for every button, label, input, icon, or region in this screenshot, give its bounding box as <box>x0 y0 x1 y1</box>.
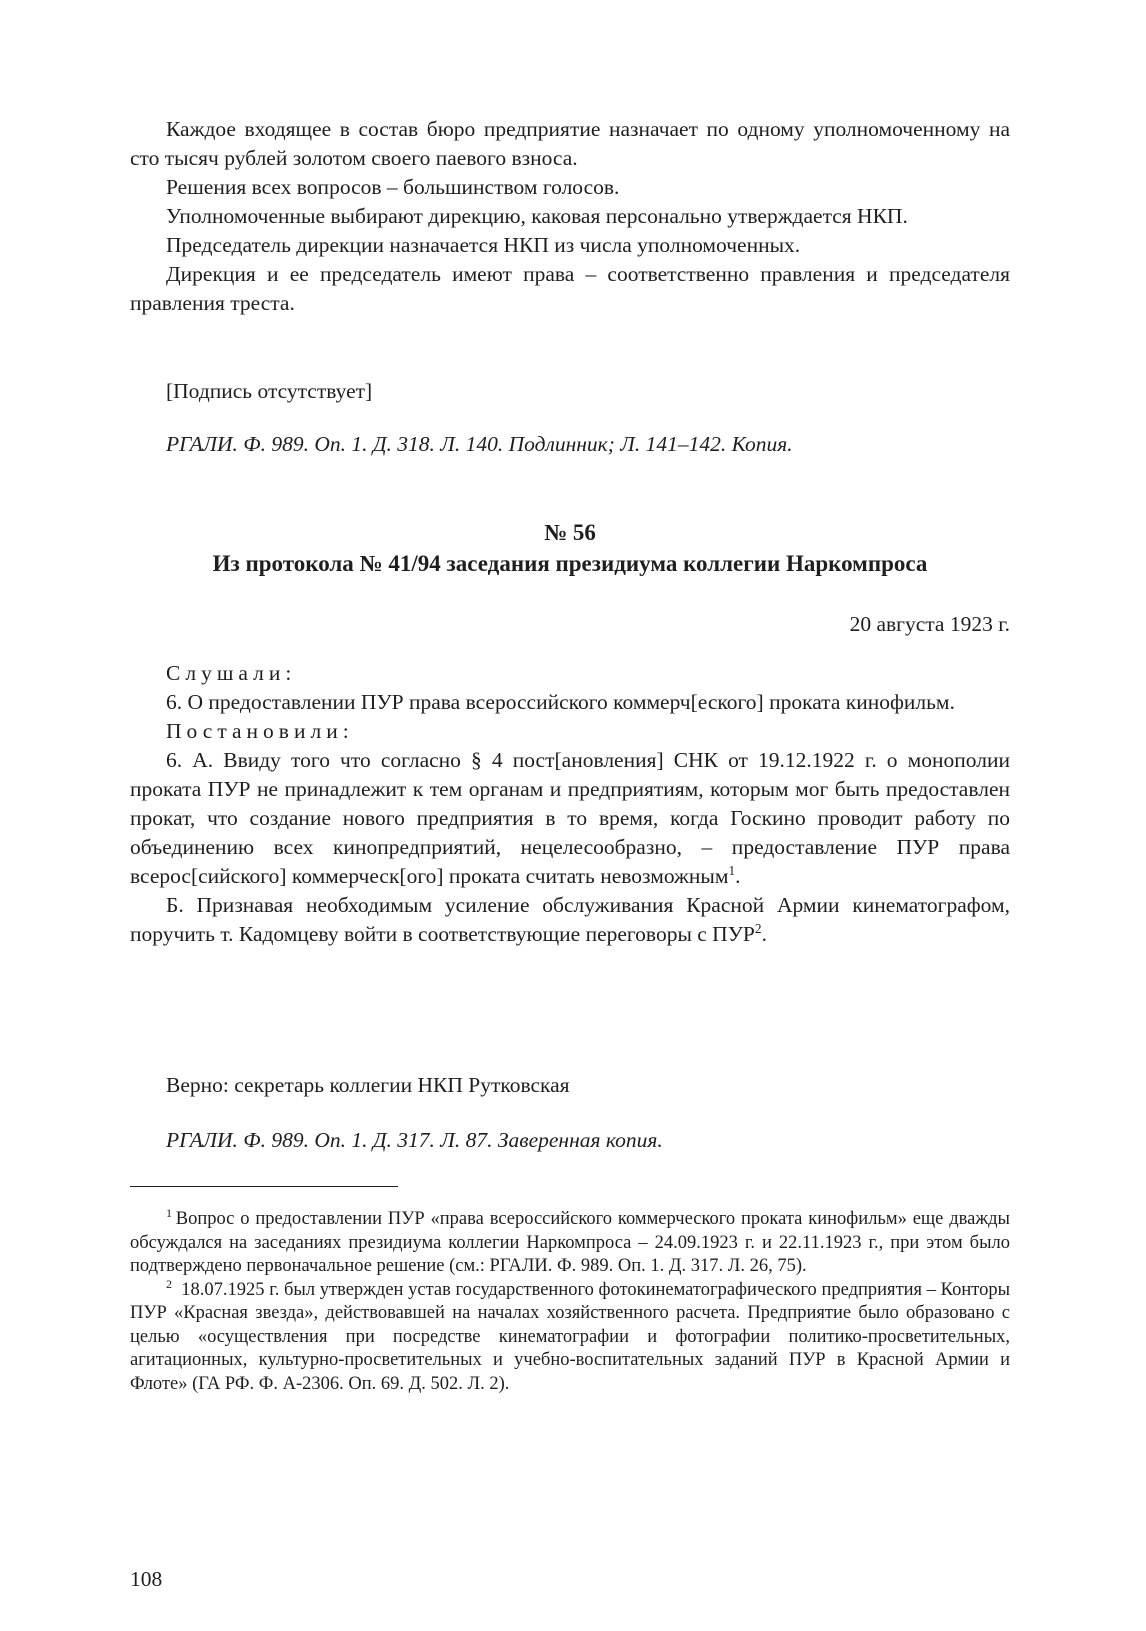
paragraph-chairman: Председатель дирекции назначается НКП из числа уполномоченных. <box>166 233 801 257</box>
document-date: 20 августа 1923 г. <box>849 612 1010 636</box>
footnote-2 <box>130 1276 1010 1397</box>
certification <box>130 1071 1010 1100</box>
resolved-item-b-text: Б. Признавая необходимым усиление обслуживания Красной Армии кинематографом, поручить т. Кадомцеву войти в соответствующие переговоры с ПУР <box>130 893 1010 946</box>
signature-note-text: [Подпись отсутствует] <box>166 379 373 403</box>
heard-label: Слушали: <box>166 661 297 685</box>
paragraph-directorate: Уполномоченные выбирают дирекцию, каковая персонально утверждается НКП. <box>166 204 908 228</box>
archive-reference-1 <box>130 430 1010 459</box>
resolved-item-b-end: . <box>761 922 767 946</box>
footnotes <box>130 1205 1010 1396</box>
page-number: 108 <box>130 1567 163 1591</box>
paragraph-voting: Решения всех вопросов – большинством голосов. <box>166 175 620 199</box>
footnote-ref-1[interactable]: 1 <box>728 862 736 878</box>
footnote-1-mark: 1 <box>166 1205 173 1220</box>
certification-text: Верно: секретарь коллегии НКП Рутковская <box>166 1073 570 1097</box>
footnote-divider <box>130 1186 398 1187</box>
document-number: № 56 <box>544 520 596 545</box>
heard-item: 6. О предоставлении ПУР права всероссийского коммерч[еского] проката кинофильм. <box>166 690 955 714</box>
paragraph-rights: Дирекция и ее председатель имеют права – соответственно правления и председателя правления треста. <box>130 262 1010 315</box>
footnote-1 <box>130 1205 1010 1279</box>
previous-document-tail <box>130 115 1010 318</box>
signature-note <box>130 377 1010 406</box>
archive-reference-1-text: РГАЛИ. Ф. 989. Оп. 1. Д. 318. Л. 140. Подлинник; Л. 141–142. Копия. <box>166 432 793 456</box>
minutes-body <box>130 659 1010 949</box>
footnote-ref-2[interactable]: 2 <box>754 920 762 936</box>
resolved-item-a-end: . <box>735 864 741 888</box>
document-title: Из протокола № 41/94 заседания президиума коллегии Наркомпроса <box>212 551 928 576</box>
footnote-2-text: 18.07.1925 г. был утвержден устав государственного фотокинематографического предприятия – Конторы ПУР «Красная звезда», действовавшей на началах хозяйственного расчета. Предприятие было образовано с целью «осуществления при посредстве кинематографии и фотографии политико-просветительных, агитационных, культурно-просветительных и учебно-воспитательных заданий ПУР в Красной Армии и Флоте» (ГА РФ. Ф. А-2306. Оп. 69. Д. 502. Л. 2). <box>130 1279 1010 1394</box>
resolved-item-b <box>130 891 1010 949</box>
footnote-1-text: Вопрос о предоставлении ПУР «права всероссийского коммерческого проката кинофильм» еще дважды обсуждался на заседаниях президиума коллегии Наркомпроса – 24.09.1923 г. и 22.11.1923 г., при этом было подтверждено первоначальное решение (см.: РГАЛИ. Ф. 989. Оп. 1. Д. 317. Л. 26, 75). <box>130 1209 1010 1276</box>
footnote-2-mark: 2 <box>166 1276 173 1291</box>
archive-reference-2 <box>130 1126 1010 1155</box>
resolved-item-a-text: 6. А. Ввиду того что согласно § 4 пост[ановления] СНК от 19.12.1922 г. о монополии проката ПУР не принадлежит к тем органам и предприятиям, которым мог быть предоставлен прокат, что создание нового предприятия в то время, когда Госкино проводит работу по объединению всех кинопредприятий, нецелесообразно, – предоставление ПУР права всерос[сийского] коммерческ[ого] проката считать невозможным <box>130 748 1010 888</box>
heard-label-line <box>130 659 1010 688</box>
paragraph-delegates: Каждое входящее в состав бюро предприятие назначает по одному уполномоченному на сто тысяч рублей золотом своего паевого взноса. <box>130 117 1010 170</box>
resolved-label-line <box>130 717 1010 746</box>
resolved-item-a <box>130 746 1010 891</box>
resolved-label: Постановили: <box>166 719 354 743</box>
archive-reference-2-text: РГАЛИ. Ф. 989. Оп. 1. Д. 317. Л. 87. Заверенная копия. <box>166 1128 663 1152</box>
